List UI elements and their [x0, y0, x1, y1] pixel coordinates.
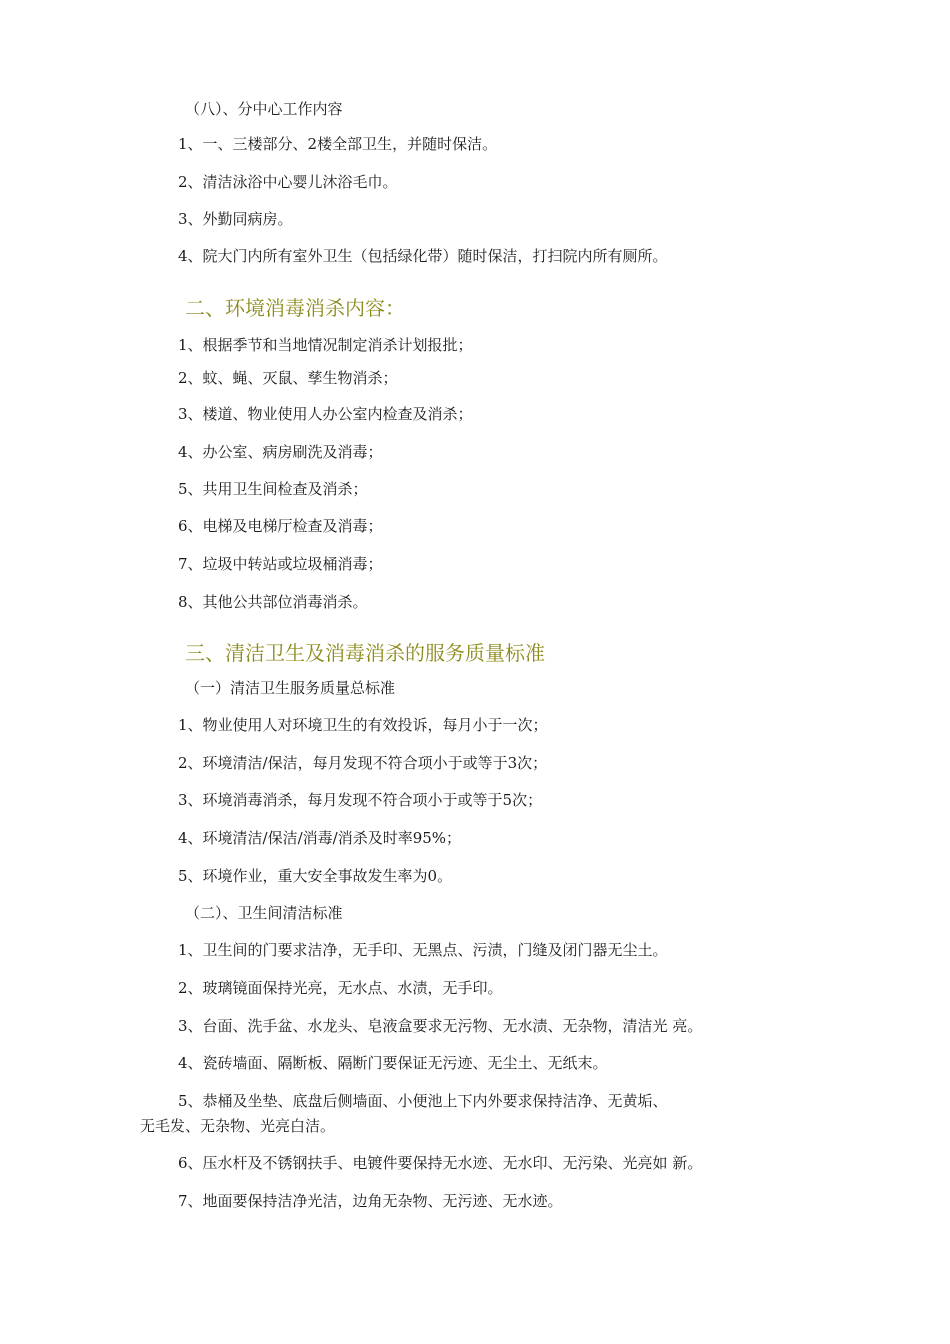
- list-item: 4、院大门内所有室外卫生（包括绿化带）随时保洁，打扫院内所有厕所。: [178, 247, 668, 265]
- list-item: 3、台面、洗手盆、水龙头、皂液盒要求无污物、无水渍、无杂物，清洁光 亮。: [178, 1017, 703, 1035]
- list-item: 1、卫生间的门要求洁净，无手印、无黑点、污渍，门缝及闭门器无尘土。: [178, 941, 668, 959]
- list-item: 2、清洁泳浴中心婴儿沐浴毛巾。: [178, 173, 398, 191]
- list-item: 5、恭桶及坐垫、底盘后侧墙面、小便池上下内外要求保持洁净、无黄垢、: [178, 1092, 668, 1110]
- list-item: 4、办公室、病房刷洗及消毒；: [178, 443, 383, 461]
- list-item: 1、物业使用人对环境卫生的有效投诉，每月小于一次；: [178, 716, 548, 734]
- list-item: 6、电梯及电梯厅检查及消毒；: [178, 517, 383, 535]
- list-item: 5、环境作业，重大安全事故发生率为0。: [178, 867, 453, 885]
- list-item: 2、环境清洁/保洁，每月发现不符合项小于或等于3次；: [178, 754, 548, 772]
- subsection-heading-1: （一）清洁卫生服务质量总标准: [185, 679, 396, 697]
- section-heading-2: 二、环境消毒消杀内容：: [185, 296, 405, 320]
- list-item: 4、瓷砖墙面、隔断板、隔断门要保证无污迹、无尘土、无纸末。: [178, 1054, 608, 1072]
- list-item: 7、垃圾中转站或垃圾桶消毒；: [178, 555, 383, 573]
- list-item: 3、外勤同病房。: [178, 210, 293, 228]
- list-item: 4、环境清洁/保洁/消毒/消杀及时率95%；: [178, 829, 462, 847]
- list-item: 2、玻璃镜面保持光亮，无水点、水渍，无手印。: [178, 979, 503, 997]
- list-item: 7、地面要保持洁净光洁，边角无杂物、无污迹、无水迹。: [178, 1192, 563, 1210]
- subsection-heading-8: （八）、分中心工作内容: [185, 100, 343, 118]
- subsection-heading-2: （二）、卫生间清洁标准: [185, 904, 343, 922]
- list-item: 6、压水杆及不锈钢扶手、电镀件要保持无水迹、无水印、无污染、光亮如 新。: [178, 1154, 703, 1172]
- list-item: 1、根据季节和当地情况制定消杀计划报批；: [178, 336, 473, 354]
- list-item: 1、一、三楼部分、2楼全部卫生，并随时保洁。: [178, 135, 498, 153]
- section-heading-3: 三、清洁卫生及消毒消杀的服务质量标准: [185, 641, 545, 665]
- list-item: 8、其他公共部位消毒消杀。: [178, 593, 368, 611]
- list-item: 5、共用卫生间检查及消杀；: [178, 480, 368, 498]
- list-item: 2、蚊、蝇、灭鼠、孳生物消杀；: [178, 369, 398, 387]
- list-item: 3、楼道、物业使用人办公室内检查及消杀；: [178, 405, 473, 423]
- list-item-continuation: 无毛发、无杂物、光亮白洁。: [140, 1117, 336, 1135]
- list-item: 3、环境消毒消杀，每月发现不符合项小于或等于5次；: [178, 791, 543, 809]
